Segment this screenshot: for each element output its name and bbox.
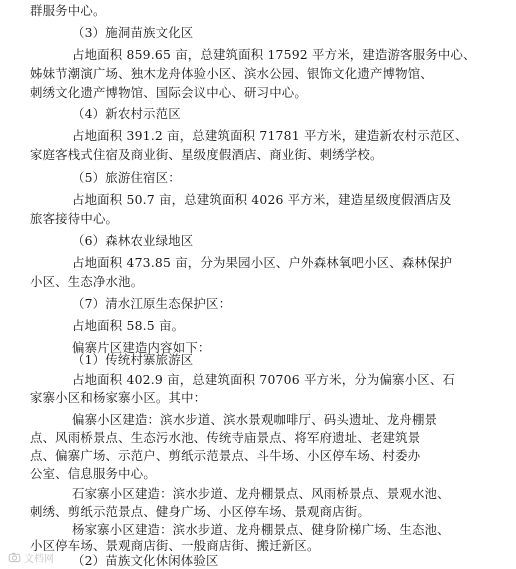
paragraph-line: 偏寨小区建造：滨水步道、滨水景观咖啡厅、码头遗址、龙舟棚景 <box>72 412 438 427</box>
watermark <box>8 550 54 565</box>
paragraph-line: 占地面积 402.9 亩，总建筑面积 70706 平方米，分为偏寨小区、石 <box>72 372 456 387</box>
paragraph-line: 占地面积 859.65 亩，总建筑面积 17592 平方米，建造游客服务中心、 <box>72 47 476 62</box>
paragraph-line: 刺绣、剪纸示范景点、健身广场、小区停车场、景观商店街。 <box>30 504 370 519</box>
watermark-text: 文档网 <box>24 554 54 565</box>
paragraph-line: 占地面积 391.2 亩，总建筑面积 71781 平方米，建造新农村示范区、 <box>72 128 468 143</box>
paragraph-line: 姊妹节潮演广场、独木龙舟体验小区、滨水公园、银饰文化遗产博物馆、 <box>30 66 433 81</box>
section-heading: （6）森林农业绿地区 <box>72 233 194 248</box>
paragraph-line: 小区停车场、景观商店街、一般商店街、搬迁新区。 <box>30 538 320 553</box>
section-heading: （3）施洞苗族文化区 <box>72 25 194 40</box>
paragraph-line: 占地面积 50.7 亩，总建筑面积 4026 平方米，建造星级度假酒店及 <box>72 192 452 207</box>
paragraph-line: 公室、信息服务中心。 <box>30 466 156 481</box>
paragraph-line: 点、偏寨广场、示范户、剪纸示范景点、斗牛场、小区停车场、村委办 <box>30 448 421 463</box>
section-heading: （1）传统村寨旅游区 <box>72 352 194 367</box>
paragraph-line: 旅客接待中心。 <box>30 211 119 226</box>
paragraph-line: 点、风雨桥景点、生态污水池、传统寺庙景点、将军府遗址、老建筑景 <box>30 430 421 445</box>
section-heading: （2）苗族文化休闲体验区 <box>72 553 219 568</box>
camera-icon <box>8 551 21 564</box>
section-heading: （5）旅游住宿区： <box>72 170 181 185</box>
section-heading: （4）新农村示范区 <box>72 106 181 121</box>
paragraph-line: 杨家寨小区建造：滨水步道、龙舟棚景点、健身阶梯广场、生态池、 <box>72 522 450 537</box>
paragraph-line: 家庭客栈式住宿及商业街、星级度假酒店、商业街、刺绣学校。 <box>30 147 383 162</box>
paragraph-line: 占地面积 473.85 亩，分为果园小区、户外森林氧吧小区、森林保护 <box>72 255 453 270</box>
paragraph-line: 刺绣文化遗产博物馆、国际会议中心、研习中心。 <box>30 85 307 100</box>
section-heading: （7）清水江原生态保护区： <box>72 296 232 311</box>
paragraph-line: 小区、生态净水池。 <box>30 274 144 289</box>
paragraph-line: 偏寨片区建造内容如下： <box>72 340 211 355</box>
paragraph-line: 家寨小区和杨家寨小区。其中： <box>30 390 207 405</box>
paragraph-line: 占地面积 58.5 亩。 <box>72 318 185 333</box>
paragraph-line: 石家寨小区建造：滨水步道、龙舟棚景点、风雨桥景点、景观水池、 <box>72 486 450 501</box>
text-line-continuation: 群服务中心。 <box>30 3 106 18</box>
